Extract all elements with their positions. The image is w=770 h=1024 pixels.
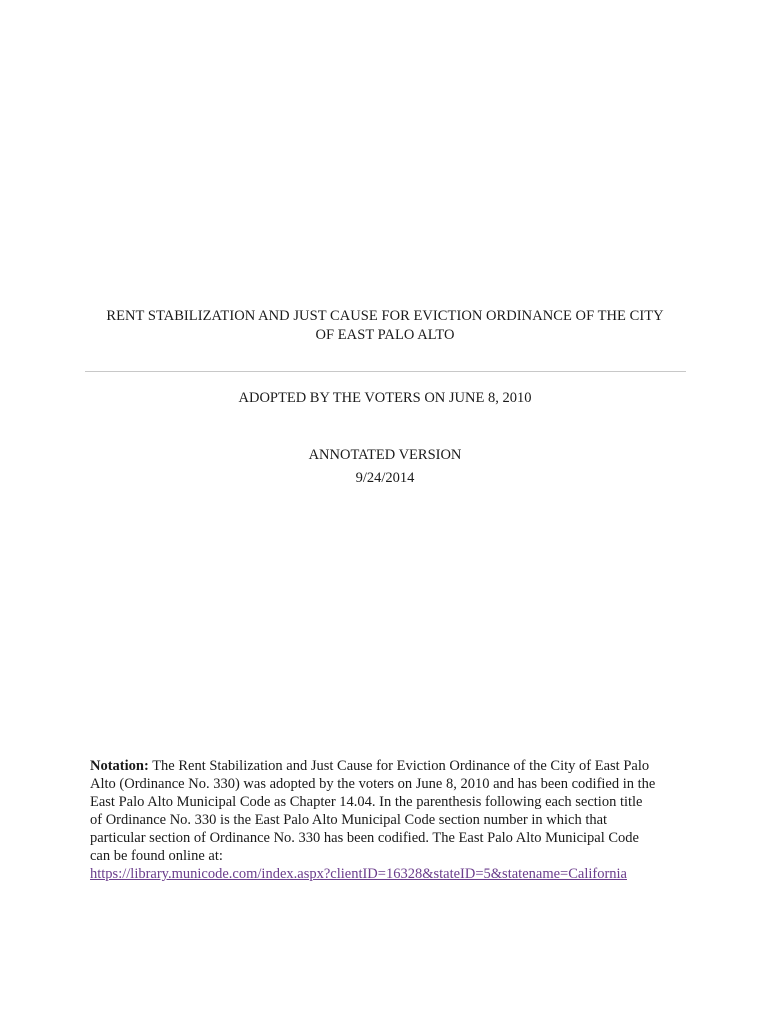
notation-text-line-5: particular section of Ordinance No. 330 has been codified. The East Palo Alto Municipal Code xyxy=(90,830,639,846)
notation-paragraph xyxy=(90,757,690,883)
notation-text-line-2: Alto (Ordinance No. 330) was adopted by the voters on June 8, 2010 and has been codified in the xyxy=(90,776,656,792)
document-title xyxy=(60,307,710,345)
notation-line-1 xyxy=(90,757,690,775)
notation-text-line-3: East Palo Alto Municipal Code as Chapter 14.04. In the parenthesis following each section title xyxy=(90,794,643,810)
version-label: ANNOTATED VERSION xyxy=(308,447,462,463)
notation-text-line-1: The Rent Stabilization and Just Cause for Eviction Ordinance of the City of East Palo xyxy=(152,758,650,774)
title-divider xyxy=(85,371,686,372)
notation-text-line-4: of Ordinance No. 330 is the East Palo Alto Municipal Code section number in which that xyxy=(90,812,608,828)
notation-label: Notation: xyxy=(90,758,149,774)
municode-link[interactable]: https://library.municode.com/index.aspx?clientID=16328&stateID=5&statename=California xyxy=(90,866,627,882)
adoption-statement: ADOPTED BY THE VOTERS ON JUNE 8, 2010 xyxy=(238,390,532,406)
title-line-1: RENT STABILIZATION AND JUST CAUSE FOR EVICTION ORDINANCE OF THE CITY xyxy=(106,308,664,324)
notation-text-line-6: can be found online at: xyxy=(90,848,223,864)
version-date: 9/24/2014 xyxy=(355,470,415,486)
municode-link-line xyxy=(90,865,690,883)
title-line-2: OF EAST PALO ALTO xyxy=(315,327,455,343)
